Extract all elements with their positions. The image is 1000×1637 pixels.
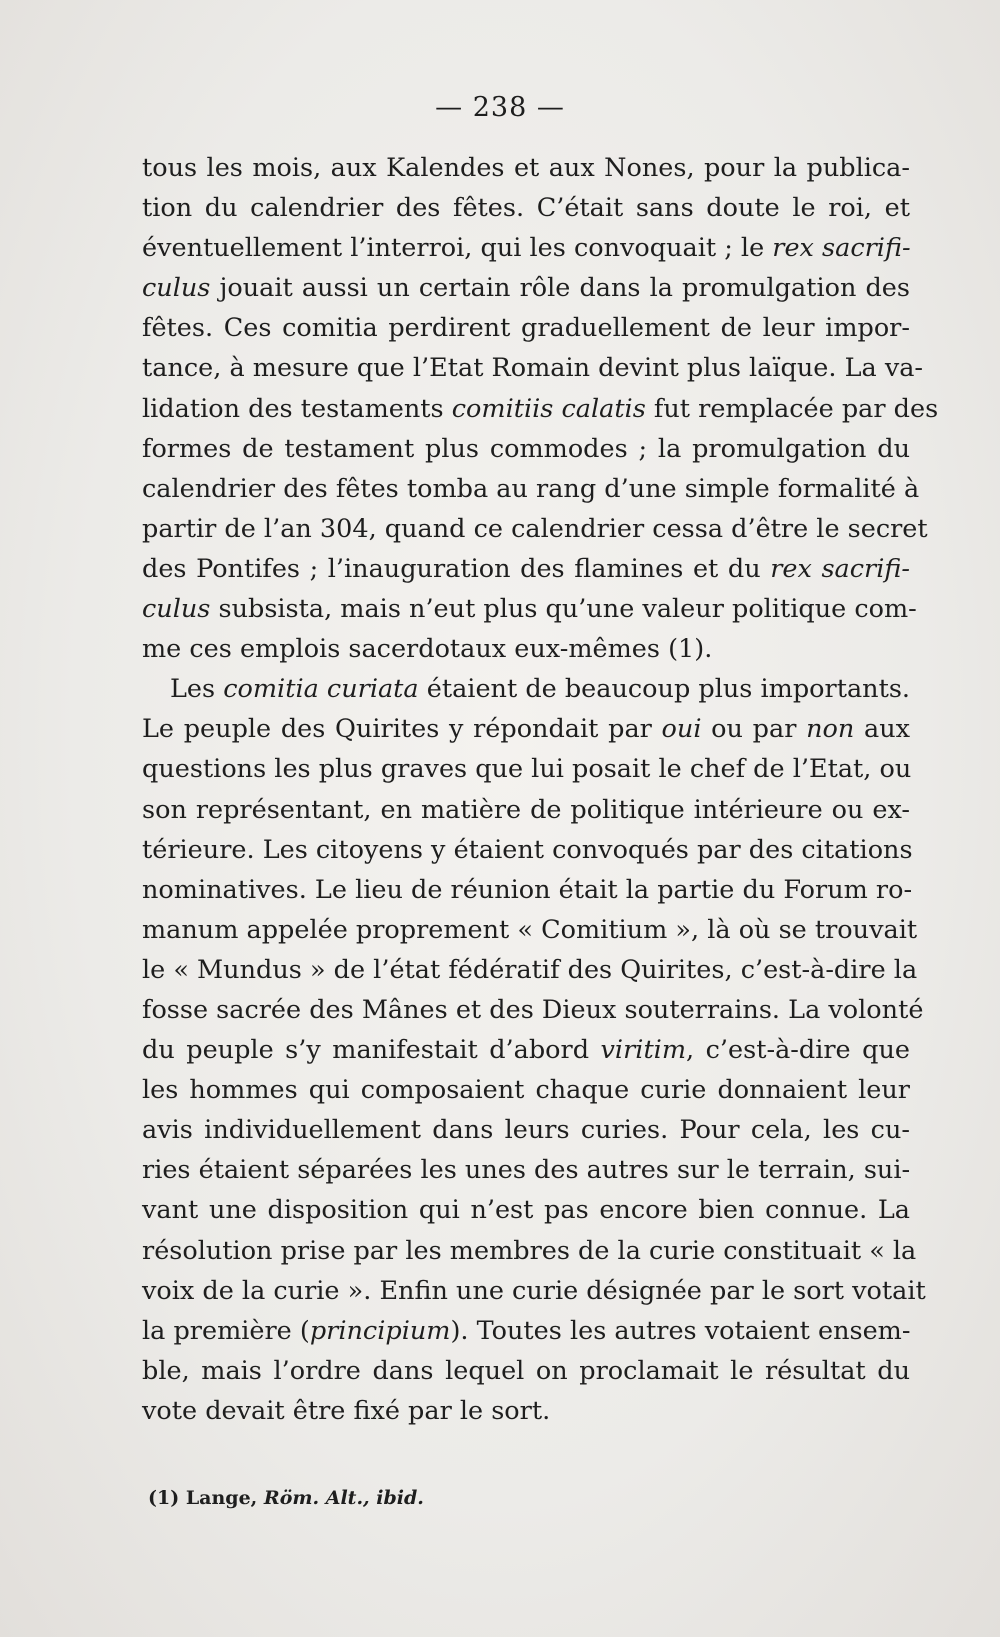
italic-text: comitia curiata	[223, 674, 419, 705]
text-segment: ). Toutes les autres votaient ensem-	[450, 1315, 911, 1346]
italic-text: rex sacrifi-	[772, 233, 911, 264]
text-line	[142, 589, 917, 629]
text-segment: manum appelée proprement « Comitium », là où se trouvait	[142, 914, 918, 945]
text-line	[142, 990, 924, 1030]
body-text	[142, 148, 939, 1431]
text-segment: aux	[854, 714, 911, 745]
text-line	[142, 830, 913, 870]
text-segment: nominatives. Le lieu de réunion était la partie du Forum ro-	[142, 874, 913, 905]
text-line	[142, 348, 924, 388]
text-segment: les hommes qui composaient chaque curie donnaient leur	[142, 1075, 910, 1106]
text-segment: avis individuellement dans leurs curies. Pour cela, les cu-	[142, 1115, 910, 1146]
text-line	[142, 709, 910, 749]
text-segment: ries étaient séparées les unes des autres sur le terrain, sui-	[142, 1155, 911, 1186]
text-line	[142, 1150, 910, 1190]
text-segment: du peuple s’y manifestait d’abord	[142, 1035, 601, 1066]
text-segment: voix de la curie ». Enfin une curie désignée par le sort votait	[142, 1275, 926, 1306]
footnote-italic-text: Röm. Alt., ibid.	[263, 1487, 424, 1509]
text-segment: fut remplacée par des	[645, 393, 939, 424]
text-line	[142, 389, 939, 429]
footnote	[148, 1487, 424, 1509]
italic-text: comitiis calatis	[451, 393, 646, 424]
text-segment: vote devait être fixé par le sort.	[142, 1395, 551, 1426]
text-segment: Les	[170, 674, 224, 705]
text-line	[142, 629, 910, 669]
text-line	[142, 669, 910, 709]
italic-text: principium	[309, 1315, 451, 1346]
text-segment: vant une disposition qui n’est pas encore bien connue. La	[142, 1195, 910, 1226]
text-line	[142, 509, 928, 549]
text-segment: partir de l’an 304, quand ce calendrier cessa d’être le secret	[142, 513, 928, 544]
text-line	[142, 268, 910, 308]
text-segment: Le peuple des Quirites y répondait par	[142, 714, 662, 745]
text-line	[142, 1070, 910, 1110]
text-segment: fêtes. Ces comitia perdirent graduellement de leur impor-	[142, 313, 910, 344]
text-line	[142, 870, 913, 910]
footnote-text: (1) Lange,	[148, 1487, 264, 1509]
text-segment: térieure. Les citoyens y étaient convoqués par des citations	[142, 834, 913, 865]
text-segment: tous les mois, aux Kalendes et aux Nones, pour la publica-	[142, 153, 910, 183]
text-segment: la première (	[142, 1315, 310, 1346]
text-segment: lidation des testaments	[142, 393, 452, 424]
text-line	[142, 549, 910, 589]
text-line	[142, 910, 918, 950]
italic-text: viritim	[600, 1035, 687, 1066]
text-line	[142, 429, 910, 469]
italic-text: rex sacrifi-	[770, 553, 911, 584]
text-line	[142, 1391, 910, 1431]
text-line	[142, 1190, 910, 1230]
italic-text: oui	[661, 714, 702, 745]
italic-text: culus	[142, 273, 211, 304]
text-line	[142, 148, 910, 188]
text-line	[142, 308, 910, 348]
text-segment: tion du calendrier des fêtes. C’était sans doute le roi, et	[142, 193, 910, 224]
text-line	[142, 469, 920, 509]
text-segment: questions les plus graves que lui posait le chef de l’Etat, ou	[142, 754, 912, 785]
text-segment: subsista, mais n’eut plus qu’une valeur politique com-	[210, 594, 917, 625]
text-segment: fosse sacrée des Mânes et des Dieux souterrains. La volonté	[142, 994, 924, 1025]
text-segment: jouait aussi un certain rôle dans la promulgation des	[210, 273, 910, 304]
text-line	[142, 188, 910, 228]
text-segment: tance, à mesure que l’Etat Romain devint plus laïque. La va-	[142, 353, 924, 384]
page-number: — 238 —	[435, 92, 565, 123]
italic-text: culus	[142, 594, 211, 625]
text-segment: , c’est-à-dire que	[686, 1035, 910, 1066]
text-line	[142, 1351, 910, 1391]
text-segment: des Pontifes ; l’inauguration des flamines et du	[142, 553, 771, 584]
text-segment: le « Mundus » de l’état fédératif des Quirites, c’est-à-dire la	[142, 954, 918, 985]
text-segment: formes de testament plus commodes ; la promulgation du	[142, 433, 910, 464]
text-line	[142, 1030, 910, 1070]
text-line	[142, 950, 918, 990]
text-line	[142, 1271, 926, 1311]
text-line	[142, 1110, 910, 1150]
text-segment: étaient de beaucoup plus importants.	[418, 674, 911, 705]
text-segment: calendrier des fêtes tomba au rang d’une simple formalité à	[142, 473, 920, 504]
text-segment: éventuellement l’interroi, qui les convoquait ; le	[142, 233, 773, 264]
text-line	[142, 1311, 910, 1351]
text-segment: ou par	[701, 714, 807, 745]
text-line	[142, 749, 910, 789]
text-segment: son représentant, en matière de politique intérieure ou ex-	[142, 794, 910, 825]
text-line	[142, 1231, 917, 1271]
italic-text: non	[806, 714, 855, 745]
text-segment: ble, mais l’ordre dans lequel on proclamait le résultat du	[142, 1355, 910, 1386]
text-line	[142, 228, 910, 268]
text-segment: résolution prise par les membres de la curie constituait « la	[142, 1235, 917, 1266]
text-line	[142, 790, 910, 830]
text-segment: me ces emplois sacerdotaux eux-mêmes (1).	[142, 634, 713, 665]
